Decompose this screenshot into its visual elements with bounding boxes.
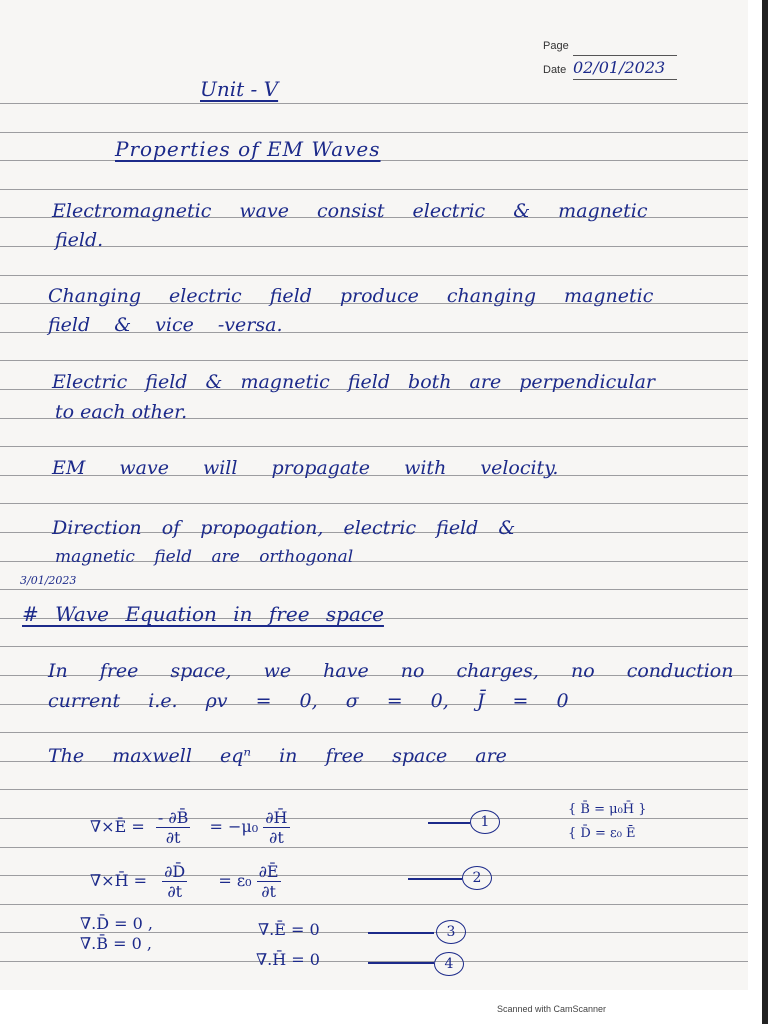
page-label: Page bbox=[543, 40, 569, 52]
eq1-fraction-1: $\frac{- \partial B̄}{\partial t}$ bbox=[157, 808, 189, 847]
equation-3-rhs: ∇̄.Ē = 0 bbox=[258, 920, 320, 939]
ruled-line bbox=[0, 732, 748, 733]
property-3-line-2: to each other. bbox=[55, 401, 188, 423]
page-title: Unit - V bbox=[200, 77, 279, 101]
property-5-line-1: Direction of propogation, electric field & bbox=[52, 517, 516, 539]
equation-2 bbox=[90, 862, 281, 901]
ruled-line bbox=[0, 246, 748, 247]
eq2-number: 2 bbox=[462, 866, 492, 890]
side-note-line-2: { D̄ = ε₀ Ē bbox=[568, 826, 636, 841]
eq1-fraction-2: $\frac{\partial H̄}{\partial t}$ bbox=[265, 808, 288, 847]
ruled-line bbox=[0, 446, 748, 447]
equation-4-lhs: ∇̄.B̄ = 0 , bbox=[80, 934, 152, 953]
ruled-line bbox=[0, 103, 748, 104]
ruled-line bbox=[0, 275, 748, 276]
eq2-mid: = ε₀ bbox=[218, 871, 252, 890]
intro-line-1: In free space, we have no charges, no conduction bbox=[48, 660, 734, 682]
eq2-fraction-2: $\frac{\partial Ē}{\partial t}$ bbox=[258, 862, 279, 901]
date-field-line bbox=[573, 79, 677, 80]
property-2-line-2: field & vice -versa. bbox=[48, 314, 283, 336]
property-3-line-1: Electric field & magnetic field both are perpendicular bbox=[52, 371, 655, 393]
intro-line-2: current i.e. ρv = 0, σ = 0, J̄ = 0 bbox=[48, 690, 569, 712]
eq4-number: 4 bbox=[434, 952, 464, 976]
subtitle: Properties of EM Waves bbox=[115, 137, 381, 161]
eq4-leader bbox=[368, 962, 434, 964]
scanner-watermark: Scanned with CamScanner bbox=[497, 1004, 607, 1014]
ruled-line bbox=[0, 589, 748, 590]
equation-1 bbox=[90, 808, 290, 847]
eq2-lhs: ∇̄×H̄ = bbox=[90, 871, 148, 890]
ruled-line bbox=[0, 132, 748, 133]
eq1-number: 1 bbox=[470, 810, 500, 834]
eq2-leader bbox=[408, 878, 462, 880]
equation-3-lhs: ∇̄.D̄ = 0 , bbox=[80, 914, 154, 933]
eq3-leader bbox=[368, 932, 434, 934]
section-heading: # Wave Equation in free space bbox=[22, 602, 384, 626]
ruled-line bbox=[0, 789, 748, 790]
equation-4-rhs: ∇̄.H̄ = 0 bbox=[256, 950, 320, 969]
ruled-line bbox=[0, 847, 748, 848]
date-value: 02/01/2023 bbox=[573, 58, 666, 77]
date-label: Date bbox=[543, 64, 567, 76]
page-field-line bbox=[573, 55, 677, 56]
eq2-fraction-1: $\frac{\partial D̄}{\partial t}$ bbox=[164, 862, 186, 901]
page-edge-shadow bbox=[762, 0, 768, 1024]
margin-date: 3/01/2023 bbox=[20, 574, 77, 587]
ruled-line bbox=[0, 503, 748, 504]
ruled-line bbox=[0, 360, 748, 361]
eq1-leader bbox=[428, 822, 470, 824]
property-2-line-1: Changing electric field produce changing magnetic bbox=[48, 285, 654, 307]
property-1-line-1: Electromagnetic wave consist electric & magnetic bbox=[52, 200, 648, 222]
side-note-line-1: { B̄ = μ₀H̄ } bbox=[568, 802, 647, 817]
ruled-line bbox=[0, 646, 748, 647]
property-5-line-2: magnetic field are orthogonal bbox=[55, 547, 354, 567]
property-4-line-1: EM wave will propagate with velocity. bbox=[52, 457, 559, 479]
ruled-line bbox=[0, 189, 748, 190]
eq3-number: 3 bbox=[436, 920, 466, 944]
ruled-line bbox=[0, 904, 748, 905]
property-1-line-2: field. bbox=[55, 229, 104, 251]
maxwell-intro: The maxwell eqⁿ in free space are bbox=[48, 745, 507, 767]
eq1-lhs: ∇̄×Ē = bbox=[90, 817, 145, 836]
eq1-mid: = −μ₀ bbox=[209, 817, 259, 836]
